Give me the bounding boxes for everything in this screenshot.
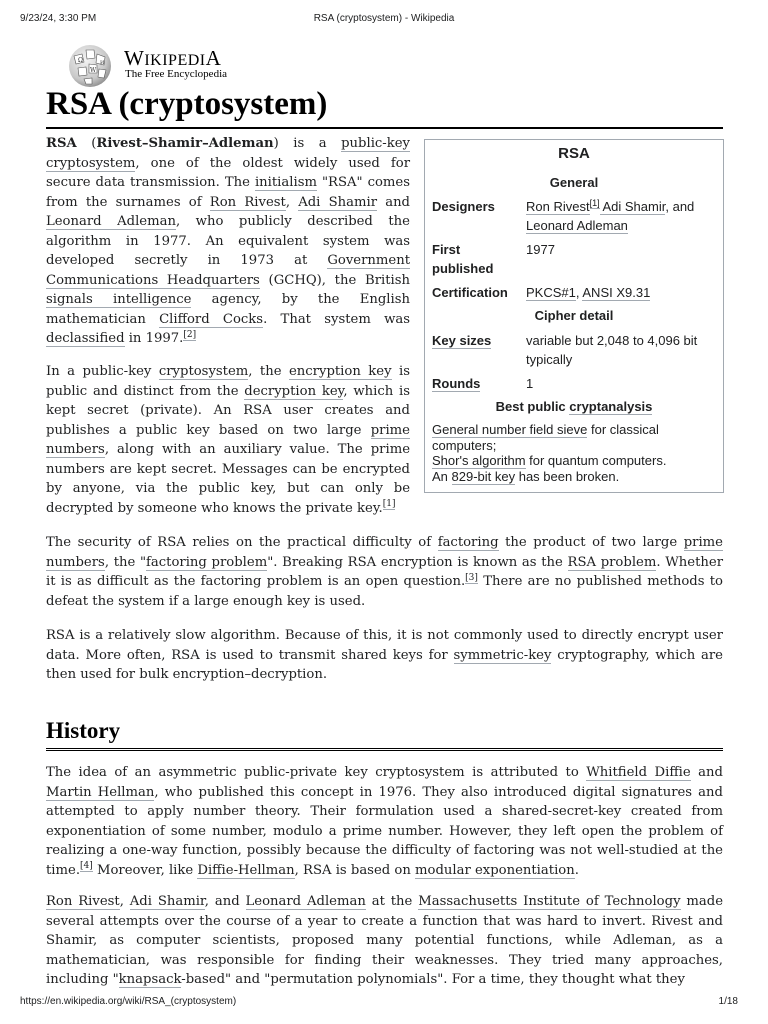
link-modular-exponentiation[interactable]: modular exponentiation	[415, 862, 575, 878]
link-mit[interactable]: Massachusetts Institute of Technology	[418, 894, 681, 909]
link-clifford-cocks[interactable]: Clifford Cocks	[159, 311, 264, 327]
infobox-cipher-detail-header: Cipher detail	[534, 308, 614, 323]
link-signals-intelligence[interactable]: signals intelligence	[46, 292, 192, 307]
page-title: RSA (cryptosystem)	[46, 86, 328, 122]
citation-4[interactable]: [4]	[80, 861, 93, 872]
link-prime-numbers[interactable]: prime numbers	[46, 422, 410, 457]
link-adi-shamir-2[interactable]: Adi Shamir	[129, 894, 205, 909]
infobox-rounds-label	[432, 374, 480, 393]
infobox-general-header: General	[549, 175, 599, 190]
intro-paragraph-1: RSA (Rivest–Shamir–Adleman) is a public-key cryptosystem, one of the oldest widely used for secure data transmission. The initialism "RSA" comes from the surnames of Ron Rivest, Adi Shamir and Leonard Adleman, who publicly described the algorithm in 1977. An equivalent system was developed secretly in 1973 at Government Communications Headquarters (GCHQ), the British signals intelligence agency, by the English mathematician Clifford Cocks. That system was declassified in 1997.[2]	[46, 136, 411, 346]
infobox-link-pkcs1[interactable]: PKCS#1	[526, 285, 576, 300]
link-829-bit-key[interactable]: 829-bit key	[451, 468, 516, 484]
infobox-rounds-value: 1	[526, 376, 534, 391]
link-general-number-field-sieve[interactable]: General number field sieve	[432, 422, 588, 437]
print-datetime: 9/23/24, 3:30 PM	[20, 13, 97, 24]
link-gchq[interactable]: Government Communications Headquarters	[46, 253, 410, 288]
infobox-first-published-value: 1977	[526, 242, 555, 257]
infobox-citation-1[interactable]: [1]	[589, 197, 600, 208]
infobox-title: RSA	[558, 145, 590, 162]
link-leonard-adleman-2[interactable]: Leonard Adleman	[245, 894, 366, 909]
infobox-designers-label: Designers	[432, 199, 495, 214]
link-knapsack[interactable]: knapsack	[118, 972, 182, 987]
infobox-key-sizes-value: variable but 2,048 to 4,096 bit typically	[526, 333, 698, 367]
link-ron-rivest[interactable]: Ron Rivest	[209, 194, 286, 210]
link-public-key-cryptosystem[interactable]: public-key cryptosystem	[46, 136, 410, 171]
link-rsa-problem[interactable]: RSA problem	[567, 554, 657, 570]
infobox-designers-value: Ron Rivest[1] Adi Shamir, and Leonard Adleman	[526, 197, 695, 233]
infobox-first-published-label: First published	[432, 242, 494, 276]
print-title: RSA (cryptosystem) - Wikipedia	[313, 13, 455, 24]
link-encryption-key[interactable]: encryption key	[289, 364, 392, 379]
intro-paragraph-2: In a public-key cryptosystem, the encryption key is public and distinct from the decryption key, which is kept secret (private). An RSA user creates and publishes a public key based on two large prime numbers, along with an auxiliary value. The prime numbers are kept secret. Messages can be encrypted by anyone, via the public key, but can only be decrypted by someone who knows the private key.[1]	[46, 364, 410, 516]
infobox	[424, 139, 724, 493]
link-adi-shamir[interactable]: Adi Shamir	[298, 194, 378, 210]
infobox-certification-value: PKCS#1, ANSI X9.31	[526, 285, 651, 300]
wikipedia-tagline: The Free Encyclopedia	[125, 68, 228, 80]
link-factoring[interactable]: factoring	[437, 535, 499, 550]
svg-text:Ω: Ω	[78, 57, 83, 64]
link-leonard-adleman[interactable]: Leonard Adleman	[46, 214, 176, 229]
wikipedia-globe-icon[interactable]	[64, 42, 116, 88]
svg-text:И: И	[100, 60, 105, 66]
link-key-sizes[interactable]: Key sizes	[432, 333, 492, 348]
title-divider	[46, 127, 723, 129]
wikipedia-wordmark[interactable]: WIKIPEDIA	[124, 46, 222, 70]
history-heading: History	[46, 718, 121, 743]
link-martin-hellman[interactable]: Martin Hellman	[46, 784, 155, 800]
history-paragraph-1: The idea of an asymmetric public-private key cryptosystem is attributed to Whitfield Diffie and Martin Hellman, who published this concept in 1976. They also introduced digital signatures and attempted to apply number theory. Their formulation used a shared-secret-key created from exponentiation of some number, modulo a prime number. However, they left open the problem of realizing a one-way function, possibly because the difficulty of factoring was not well-studied at the time.[4] Moreover, like Diffie-Hellman, RSA is based on modular exponentiation.	[46, 765, 723, 878]
infobox-link-adi-shamir[interactable]: Adi Shamir	[599, 199, 666, 214]
citation-1[interactable]: [1]	[382, 499, 396, 510]
security-paragraph: The security of RSA relies on the practical difficulty of factoring the product of two large prime numbers, the "factoring problem". Breaking RSA encryption is known as the RSA problem. Whether it is as difficult as the factoring problem is an open question.[3] There are no published methods to defeat the system if a large enough key is used.	[46, 535, 723, 609]
link-initialism[interactable]: initialism	[254, 175, 317, 190]
link-prime-numbers-2[interactable]: prime numbers	[46, 535, 723, 570]
infobox-link-ansi-x931[interactable]: ANSI X9.31	[582, 285, 651, 300]
svg-text:W: W	[90, 67, 97, 74]
link-symmetric-key[interactable]: symmetric-key	[453, 647, 552, 663]
print-page-number: 1/18	[718, 996, 738, 1007]
infobox-best-cryptanalysis-value: General number field sieve for classical computers; Shor's algorithm for quantum computers. An 829-bit key has been broken.	[432, 422, 667, 484]
link-decryption-key[interactable]: decryption key	[244, 383, 344, 399]
infobox-best-cryptanalysis-header: Best public cryptanalysis	[495, 399, 653, 414]
link-diffie-hellman[interactable]: Diffie-Hellman	[197, 862, 295, 878]
link-declassified[interactable]: declassified	[46, 331, 125, 346]
infobox-link-leonard-adleman[interactable]: Leonard Adleman	[526, 218, 628, 233]
citation-2[interactable]: [2]	[183, 329, 197, 340]
history-divider	[46, 748, 723, 751]
citation-3[interactable]: [3]	[465, 572, 478, 583]
performance-paragraph: RSA is a relatively slow algorithm. Because of this, it is not commonly used to directly encrypt user data. More often, RSA is used to transmit shared keys for symmetric-key cryptography, which are then used for bulk encryption–decryption.	[46, 628, 723, 682]
link-cryptosystem[interactable]: cryptosystem	[158, 364, 249, 379]
link-whitfield-diffie[interactable]: Whitfield Diffie	[586, 765, 691, 780]
infobox-certification-label: Certification	[432, 285, 508, 300]
history-paragraph-2: Ron Rivest, Adi Shamir, and Leonard Adleman at the Massachusetts Institute of Technology made several attempts over the course of a year to create a function that was hard to invert. Rivest and Shamir, as computer scientists, proposed many potential functions, while Adleman, as a mathematician, was responsible for finding their weaknesses. They tried many approaches, including "knapsack-based" and "permutation polynomials". For a time, they thought what they	[46, 894, 723, 987]
infobox-link-ron-rivest[interactable]: Ron Rivest	[526, 199, 590, 214]
link-rounds[interactable]: Rounds	[432, 376, 481, 391]
print-url: https://en.wikipedia.org/wiki/RSA_(cryptosystem)	[20, 996, 237, 1007]
link-cryptanalysis[interactable]: cryptanalysis	[569, 399, 653, 414]
link-factoring-problem[interactable]: factoring problem	[146, 554, 268, 570]
infobox-key-sizes-label	[432, 331, 491, 350]
link-ron-rivest-2[interactable]: Ron Rivest	[46, 894, 120, 909]
link-shors-algorithm[interactable]: Shor's algorithm	[432, 453, 526, 468]
